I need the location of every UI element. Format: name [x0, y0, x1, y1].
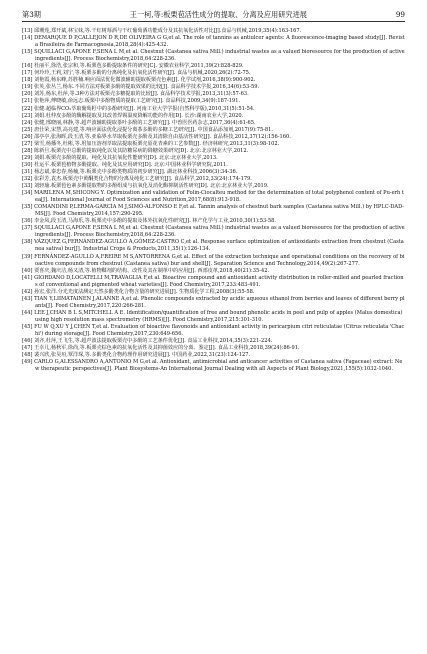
reference-item: [23] 刘娟.杜仲皮多酚的酶解提取及其改善焊锡温度降解功能的作用[D]. 长沙:湖南农业大学,2020.	[22, 112, 244, 119]
reference-item: [24] 张健,邢晓丽,林静,等.超声波辅助提取茶叶多酚的工艺研究[J]. 中兽医医药杂志,2017,36(4):61-65.	[22, 119, 256, 126]
running-title: 王一柯,等:板栗苞活性成分的提取、分离及应用研究进展	[129, 10, 307, 19]
reference-item: [21] 张艳萍,傅晓敏,俞远志.板栗中多酚物质的提取工艺研究[J]. 食品科技,2009,34(9):187-191.	[22, 98, 241, 105]
reference-item: [17] 何玲玲,王莉,刘宁,等.板栗多酚的分离纯化及抗氧化活性研究[J]. 食品与机械,2020,26(2):72-75.	[22, 70, 251, 77]
reference-item: [32] 张彩芳,袁杰.板栗壳中黄酮类化合物的分离及纯化工艺研究[J]. 食品科学,2012,33(24):174-179.	[22, 175, 252, 182]
reference-item: [19] 张英,张丛兰,杨东.不同方法对板栗多酚的提取效果的比较[J]. 食品科学技术学报,2016,34(6):53-59.	[22, 84, 260, 91]
reference-item: [35] COMANDINI P,LERMA-GARCÍA M J,SIMÓ-ALFONSO E F,et al. Tannin analysis of chestnut bark samples (Castanea sativa Mill.) by HPLC-DAD-MS[J]. Food Chemistry,2014,157:290-295.	[22, 204, 405, 218]
reference-list	[22, 28, 405, 373]
reference-item: [48] 裴兴欣,张昊垣,覃洋琛,等.多酚类化合物药理作用研究进展[J]. 中国药业,2022,31(23):124-127.	[22, 352, 251, 359]
reference-item: [26] 邵亭亭,张海晖,段玉清,等.亚临界水萃取板栗壳多酚及其清除自由基活性研究[J]. 食品科技,2012,37(12):156-160.	[22, 133, 291, 140]
reference-item: [41] GIORDANO D,LOCATELLI M,TRAVAGLIA F,et al. Bioactive compound and antioxidant activity distribution in roller-milled and pearled fractions of conventional and pigmented wheat varieties[J]. Food Chemistry,2017,233:483-491.	[22, 274, 404, 288]
reference-item: [14] DEMARQUE D P,CALLEJON D R,DE OLIVEIRA G G,et al. The role of tannins as antiulcer agents: A fluorescence-imaging based study[J]. Revista Brasileira de Farmacognosia,2018,28(4):425-432.	[22, 35, 405, 49]
reference-item: [45] FU W Q,XU Y J,CHEN T,et al. Evaluation of bioactive flavonoids and antioxidant activity in pericarpium citri reticulatae (Citrus reticulata 'Chachi') during storage[J]. Food Chemistry,2017,230:649-656.	[22, 323, 405, 338]
reference-item: [37] SQUILLACI G,APONE F,SENA L M,et al. Chestnut (Castanea sativa Mill.) industrial wastes as a valued bioresource for the production of active ingredients[J]. Process Biochemistry,2018,64:228-236.	[22, 225, 405, 239]
reference-item: [20] 刘苏,杨东,杜萍,等.3种方法对板栗壳多糖提取的比较[J]. 食品科学技术学报,2013,31(3):57-63.	[22, 91, 249, 98]
issue-number: 第3期	[22, 10, 41, 19]
reference-item: [49] CARLO G,ALESSANDRO A,ANTONIO M G,et al. Antioxidant, antimicrobial and anticancer activities of Castanea sativa (Fagaceae) extract: New therapeutic perspectives[J]. Plant Biosystems-An International Journal Dealing with all Aspects of Plant Biology,2021,155(5):1032-1040.	[22, 359, 403, 373]
reference-item: [39] FERNÁNDEZ-AGULLÓ A,FREIRE M S,ANTORRENA G,et al. Effect of the extraction technique and operational conditions on the recovery of bioactive compounds from chestnut (Castanea sativa) bur and shell[J]. Separation Science and Technology,2014,49(2):267-277.	[22, 253, 405, 267]
reference-item: [31] 杨志斌,秦忠春,杨楠,等.板栗壳中多酚类物质的初步研究[J]. 湖北林业科技,2006(3):34-36.	[22, 168, 238, 175]
reference-item: [16] 杜丽平,徐浩,张宗和,等.板栗苞多酚提取条件的研究[C]. 安徽农业科学,2011,39(2):828-829.	[22, 63, 244, 70]
reference-item: [25] 唐仕荣,宋慧,高亮建,等.响应面法优化浸提分离茶多酚的多糖工艺研究[J]. 中国食品添加剂,2017(9):75-81.	[22, 126, 274, 133]
reference-item: [40] 贾喜庆,魏庆洁,杨又清,等.植物鞣剂的结构、改性及其在制革中的应用[J]. 西部皮革,2018,40(21):35-42.	[22, 267, 270, 274]
reference-item: [30] 杜运平.板栗苞植物多酚提取、纯化及其应用研究[D]. 北京:中国林业科学研究院,2011.	[22, 161, 228, 168]
page-number: 99	[395, 10, 405, 19]
running-header	[22, 10, 405, 22]
reference-item: [34] MARILENA M,SHICONG Y. Optimization and validation of Folin-Ciocalteu method for the determination of total polyphenol content of Pu-erh tea[J]. International Journal of Food Sciences and Nutrition,2017,68(8):913-918.	[22, 190, 404, 204]
reference-item: [13] 邱珊莲,郑开斌,林宝妹,等.干红树莓酒与干红葡萄酒功能成分及其抗氧化活性对比[J].食品与机械,2019,35(4):163-167.	[22, 28, 302, 34]
reference-item: [27] 梁雪,杨播冬,杜彬,等.用加压溶剂萃取法提取板栗壳原花青素的工艺参数[J]. 经济林研究,2013,31(3):98-102.	[22, 140, 280, 147]
reference-item: [28] 陈新旦.板栗壳中总酚的提取纯化以及其防糖尿病的降糖效果研究[D]. 北京:北京林业大学,2012.	[22, 147, 249, 154]
reference-item: [46] 刘齐,杜萍,王飞生,等.超声波法提取板栗壳中多酚的工艺条件优化[J]. 食品工业科技,2014,35(3):221-224.	[22, 338, 273, 345]
reference-item: [43] TIAN Y,LIIMATAINEN J,ALANNE A,et al. Phenolic compounds extracted by acidic aqueous ethanol from berries and leaves of different berry plants[J]. Food Chemistry,2017,220:266-281.	[22, 295, 405, 309]
reference-item: [33] 刘轻瑜.板栗苞色素多酚提取物的多酚组成与抗氧化及消化酶抑制活性研究[D]. 北京:北京林业大学,2019.	[22, 183, 269, 190]
reference-item: [47] 王幸儿,杨秋军,徐尚,等.板栗壳棕色素的抗氧化活性及其抑菌效应的分离、鉴定[J]. 食品工业科技,2018,39(24):86-91.	[22, 345, 300, 352]
reference-item: [44] LEE J,CHAN B L S,MITCHELL A E. Identification/quantification of free and bound phenolic acids in peel and pulp of apples (Malus domestica) using high resolution mass spectrometry (HRMS)[J]. Food Chemistry,2017,215:301-310.	[22, 309, 403, 323]
reference-item: [38] VÁZQUEZ G,FERNÁNDEZ-AGULLÓ A,GÓMEZ-CASTRO C,et al. Response surface optimization of antioxidants extraction from chestnut (Castanea sativa) bur[J]. Industrial Crops & Products,2011,35(1):126-134.	[22, 239, 404, 253]
reference-item: [18] 刘艳霞,杨东峰,苏胜楠.响应面法优化微波辅助提取板栗壳色素[J]. 化学试剂,2016,38(9):900-902.	[22, 77, 256, 84]
reference-item: [22] 张健.超临界CO₂萃取葡萄籽中的多酚研究[J]. 河南工业大学学报(自然科学版),2010,31(5):51-54.	[22, 105, 255, 112]
reference-item: [15] SQUILLACI G,APONE F,SENA L M,et al. Chestnut (Castanea sativa Mill.) industrial wastes as a valued bioresource for the production of active ingredients[J]. Process Biochemistry,2018,64:228-236.	[22, 49, 405, 63]
reference-item: [36] 李金凤,段玉清,马海乐,等.板栗壳中多酚的提取及体外抗氧化性研究[J]. 林产化学与工业,2010,30(1):53-58.	[22, 218, 277, 225]
reference-item: [29] 刘娟.板栗壳多酚的提取、纯化及其抗氧化性能研究[D]. 北京:北京林业大学,2013.	[22, 154, 218, 161]
reference-item: [42] 孙宏,张洋.分光光度法测定天然多酚类化合物含量的研究进展[J]. 生物质化学工程,2008(3):55-58.	[22, 288, 255, 295]
